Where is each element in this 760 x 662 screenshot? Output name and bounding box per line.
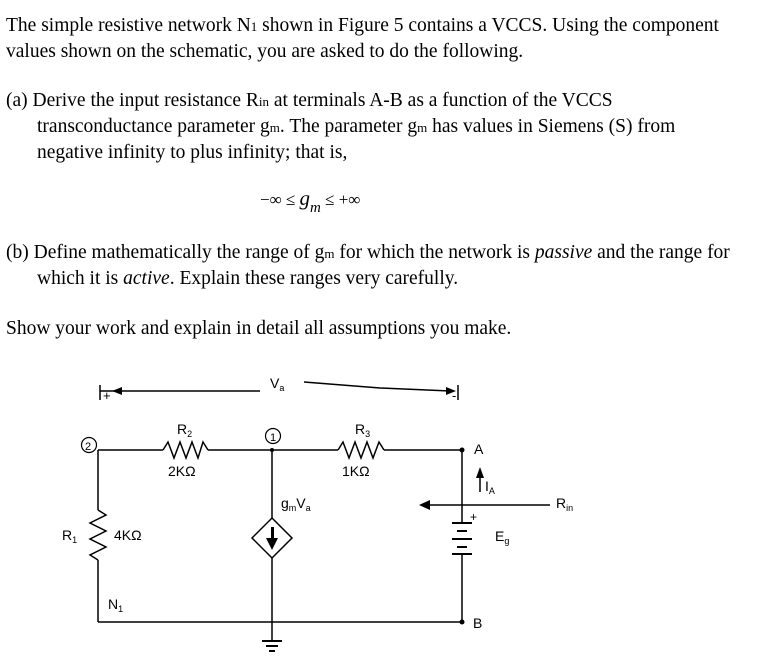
part-b-label: (b)	[6, 242, 29, 263]
rin-arrow-head	[419, 500, 430, 510]
ground-line-2	[266, 645, 278, 647]
eg-plate-3	[452, 538, 472, 540]
va-arrow-left-head	[112, 387, 122, 395]
node-b-dot	[460, 620, 465, 625]
r1-value: 4KΩ	[114, 527, 142, 543]
eg-plate-4	[457, 546, 467, 548]
eg-plate-2	[457, 530, 467, 532]
node-1-label: 1	[270, 432, 277, 444]
part-a-label: (a)	[6, 90, 28, 111]
closing-instruction: Show your work and explain in detail all assumptions you make.	[6, 318, 512, 339]
gm-subscript: m	[269, 120, 280, 135]
ia-arrow-head	[476, 467, 484, 478]
vccs-label: $g_mV_a$	[281, 495, 311, 513]
va-minus-sign: -	[452, 388, 457, 403]
part-a-text-2: at terminals A-B as a function of the VCCS transconductance parameter g	[37, 90, 613, 137]
node-1-dot	[270, 448, 274, 452]
passive-word: passive	[534, 242, 593, 263]
ground-line-1	[262, 640, 282, 642]
vccs-arrow-shaft	[271, 527, 274, 539]
node-a-label: A	[474, 441, 484, 457]
node-a-dot	[460, 448, 465, 453]
n1-label: $N_1$	[108, 596, 124, 614]
r2-label: $R_2$	[177, 421, 193, 439]
part-a-text-3: . The parameter g	[279, 116, 418, 137]
rin-subscript: in	[258, 94, 270, 109]
ground-line-3	[269, 650, 275, 652]
r1-resistor	[90, 510, 106, 560]
part-a-text-1: Derive the input resistance R	[27, 90, 259, 111]
vccs-arrow-head	[266, 538, 278, 550]
formula-right: ≤ +∞	[320, 190, 361, 209]
eg-plus-sign: +	[470, 510, 478, 524]
intro-text-2: shown in Figure 5 contains a VCCS. Using the component values shown on the schematic, you are asked to do the following.	[6, 15, 719, 62]
formula-g: g	[299, 186, 311, 210]
r3-value: 1KΩ	[342, 463, 370, 479]
part-b-text-3: and the range for which it is	[37, 242, 730, 289]
part-a-text-4: has values in Siemens (S) from negative infinity to plus infinity; that is,	[37, 116, 676, 163]
r3-label: $R_3$	[355, 421, 371, 439]
ia-label: $I_A$	[485, 478, 495, 496]
formula-m: m	[310, 200, 321, 216]
active-word: active	[123, 268, 170, 289]
eg-label: $E_g$	[495, 528, 510, 546]
part-b-text-1: Define mathematically the range of g	[28, 242, 325, 263]
eg-plate-1	[452, 522, 472, 524]
gm-subscript-2: m	[417, 120, 428, 135]
r2-resistor	[163, 442, 208, 458]
rin-label: $R_{in}$	[556, 495, 574, 513]
n1-subscript: 1	[250, 19, 258, 34]
part-b-text-4: . Explain these ranges very carefully.	[169, 268, 459, 289]
r1-label: $R_1$	[62, 527, 78, 545]
eg-plate-5	[452, 553, 472, 555]
node-2-label: 2	[85, 441, 92, 453]
node-b-label: B	[473, 615, 483, 631]
part-b-text-2: for which the network is	[334, 242, 535, 263]
r3-resistor	[338, 442, 384, 458]
formula-left: −∞ ≤	[260, 190, 300, 209]
va-label: $V_a$	[270, 375, 285, 393]
r2-value: 2KΩ	[168, 463, 196, 479]
intro-text-1: The simple resistive network N	[6, 15, 251, 36]
gm-subscript-b: m	[324, 246, 335, 261]
va-arrow-right-line	[304, 382, 450, 391]
va-plus-sign: +	[103, 388, 111, 403]
